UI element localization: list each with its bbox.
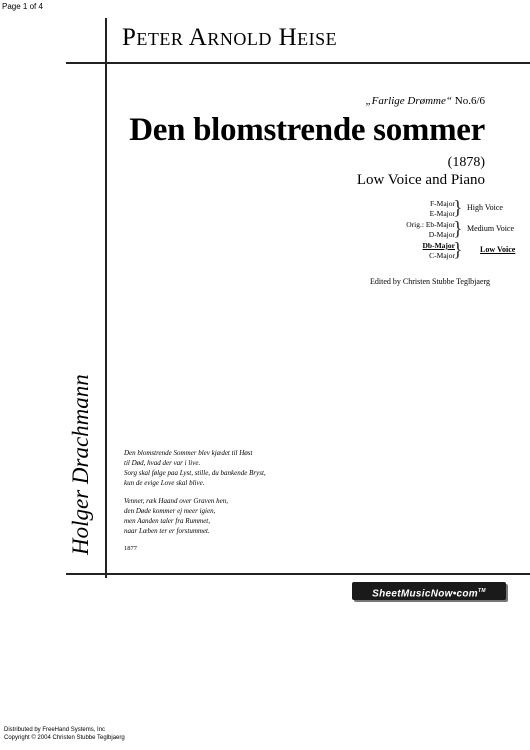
poem-line: Venner, ræk Haand over Graven hen, [124,497,229,505]
trademark-mark: TM [478,588,486,594]
poem-line: kun de evige Love skal blive. [124,479,205,487]
poem-stanza-1 [124,448,266,488]
poem-line: naar Læben ter er forstummet. [124,527,210,535]
key-group-high [430,199,455,219]
collection-name: „Farlige Drømme“ [365,95,452,107]
collection-number: No.6/6 [454,95,485,107]
brace-icon: } [453,239,463,261]
poem-line: Sorg skal følge paa Lyst, stille, du bankende Bryst, [124,469,266,477]
frame-bottom-line [66,573,530,575]
sheetmusicnow-logo[interactable] [352,582,506,600]
voicing: Low Voice and Piano [356,172,485,188]
key-group-low [423,241,456,261]
brace-icon: } [453,197,463,219]
key-option: D-Major [428,230,455,239]
poem-line: Den blomstrende Sommer blev kjædet til Høst [124,449,253,457]
editor-credit: Edited by Christen Stubbe Teglbjaerg [370,277,491,286]
poem-date: 1877 [124,545,137,552]
footer [4,726,125,742]
key-option: E-Major [429,209,455,218]
key-option: Orig.: Eb-Major [406,220,455,229]
poem-line: den Døde kommer ej meer igien, [124,507,216,515]
composer-name: Peter Arnold Heise [122,24,338,51]
collection-subtitle [366,95,485,107]
frame-vertical-line [105,18,107,578]
voice-label-high: High Voice [467,203,503,212]
poet-name: Holger Drachmann [68,374,93,555]
poem-stanza-2 [124,496,228,536]
page-indicator: Page 1 of 4 [2,2,43,11]
voice-label-low: Low Voice [480,245,516,254]
brace-icon: } [453,218,463,240]
footer-line: Distributed by FreeHand Systems, Inc [4,727,106,733]
poem-line: men Aanden taler fra Rummet, [124,517,210,525]
key-group-medium [406,220,455,240]
key-option: C-Major [429,251,455,260]
frame-top-line [66,62,530,64]
song-title: Den blomstrende sommer [129,112,485,148]
logo-text: SheetMusicNow•com [372,588,478,600]
composition-year: (1878) [447,155,485,170]
poem-line: til Død, hvad der var i live. [124,459,201,467]
footer-line: Copyright © 2004 Christen Stubbe Teglbjaerg [4,735,125,741]
key-option: F-Major [430,199,455,208]
key-option-selected: Db-Major [422,241,455,250]
voice-label-medium: Medium Voice [467,224,515,233]
